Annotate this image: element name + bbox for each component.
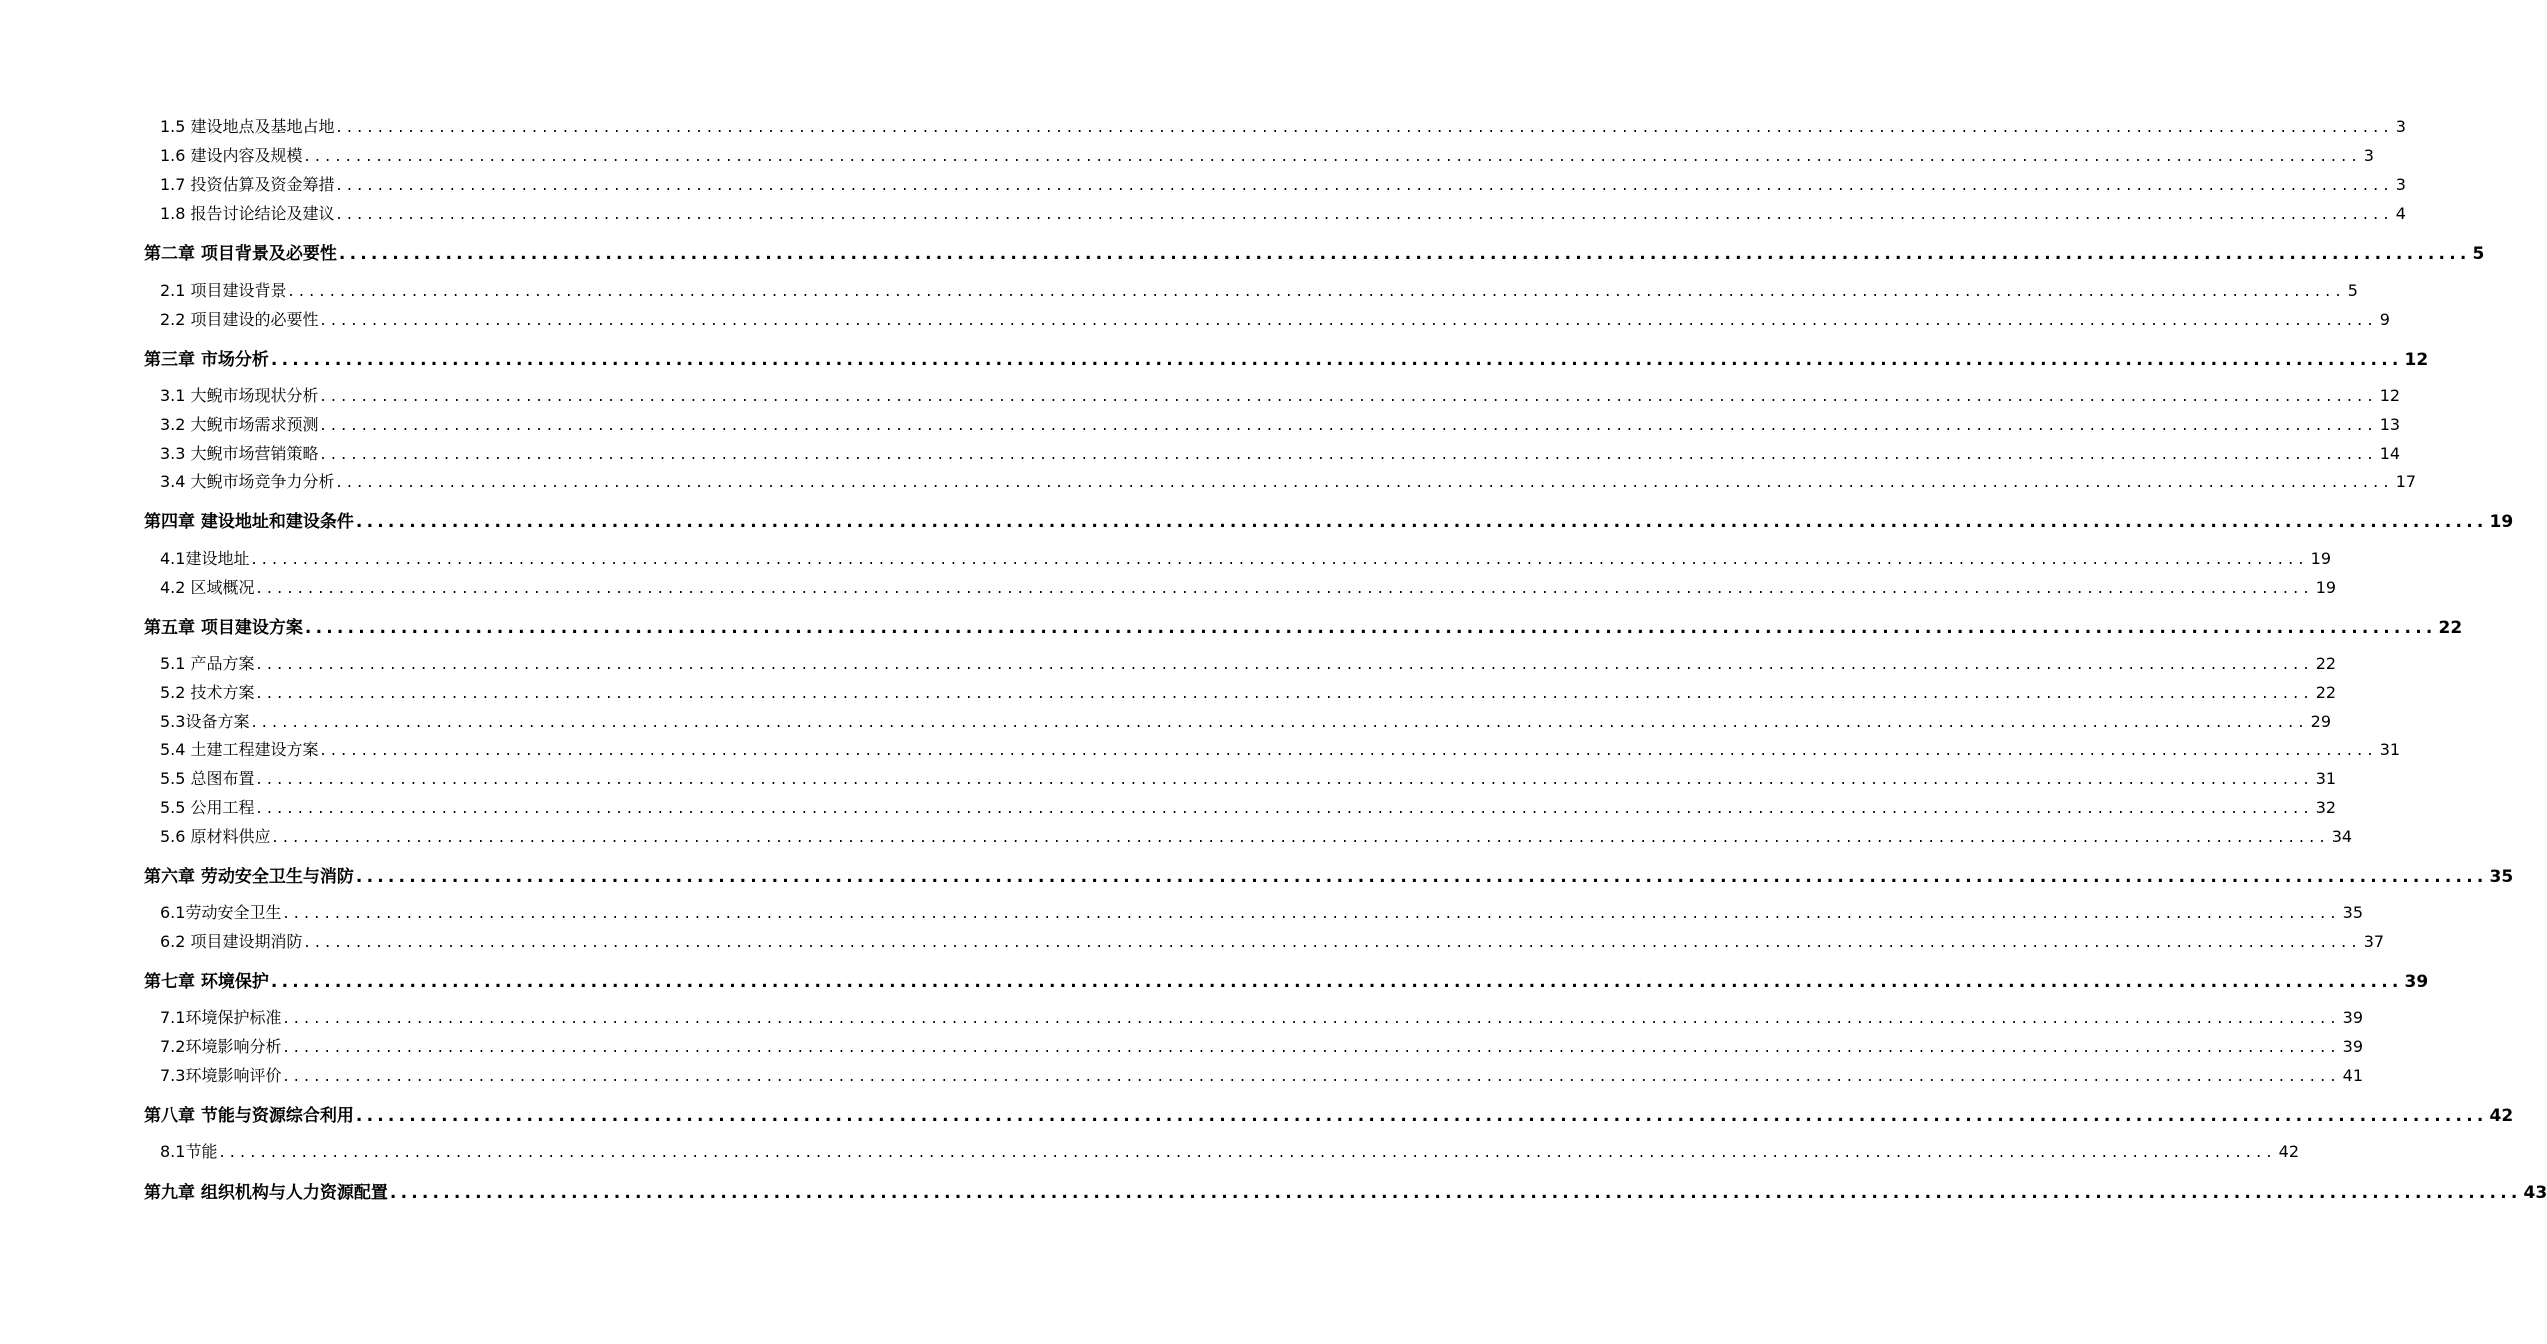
toc-entry-title: 5.3设备方案 xyxy=(160,712,250,731)
toc-section-entry[interactable] xyxy=(160,1063,2363,1086)
toc-page-number: 12 xyxy=(2404,350,2429,370)
toc-chapter-entry[interactable] xyxy=(144,613,2463,638)
toc-page-number: 42 xyxy=(2489,1106,2514,1126)
toc-page-number: 17 xyxy=(2395,472,2417,491)
toc-section-entry[interactable] xyxy=(160,1005,2363,1028)
toc-page-number: 43 xyxy=(2523,1183,2547,1203)
toc-dot-leader: ........................................................................................................................................................................................................ xyxy=(320,740,2378,759)
toc-entry-title: 1.7 投资估算及资金筹措 xyxy=(160,175,335,194)
toc-dot-leader: ........................................................................................................................................................................................................ xyxy=(336,472,2394,491)
toc-page-number: 22 xyxy=(2315,654,2337,673)
toc-section-entry[interactable] xyxy=(160,1034,2363,1057)
toc-dot-leader: ........................................................................................................................................................................................................ xyxy=(304,146,2362,165)
toc-page-number: 22 xyxy=(2315,683,2337,702)
toc-dot-leader: ........................................................................................................................................................................................................ xyxy=(320,310,2378,329)
toc-entry-title: 4.2 区域概况 xyxy=(160,578,255,597)
toc-dot-leader: ........................................................................................................................................................................................................ xyxy=(389,1183,2522,1203)
toc-page-number: 22 xyxy=(2438,618,2463,638)
toc-dot-leader: ........................................................................................................................................................................................................ xyxy=(270,350,2403,370)
toc-entry-title: 2.2 项目建设的必要性 xyxy=(160,310,319,329)
toc-dot-leader: ........................................................................................................................................................................................................ xyxy=(336,204,2394,223)
toc-dot-leader: ........................................................................................................................................................................................................ xyxy=(283,903,2341,922)
toc-page-number: 35 xyxy=(2489,867,2514,887)
toc-entry-title: 2.1 项目建设背景 xyxy=(160,281,287,300)
toc-section-entry[interactable] xyxy=(160,441,2401,464)
toc-dot-leader: ........................................................................................................................................................................................................ xyxy=(320,444,2378,463)
toc-entry-title: 1.8 报告讨论结论及建议 xyxy=(160,204,335,223)
toc-entry-title: 3.2 大鲵市场需求预测 xyxy=(160,415,319,434)
toc-entry-title: 1.6 建设内容及规模 xyxy=(160,146,303,165)
toc-dot-leader: ........................................................................................................................................................................................................ xyxy=(270,972,2403,992)
toc-entry-title: 5.1 产品方案 xyxy=(160,654,255,673)
toc-dot-leader: ........................................................................................................................................................................................................ xyxy=(272,827,2330,846)
toc-dot-leader: ........................................................................................................................................................................................................ xyxy=(256,683,2314,702)
toc-section-entry[interactable] xyxy=(160,575,2337,598)
toc-entry-title: 3.1 大鲵市场现状分析 xyxy=(160,386,319,405)
toc-dot-leader: ........................................................................................................................................................................................................ xyxy=(336,175,2394,194)
toc-page-number: 5 xyxy=(2347,281,2358,300)
toc-entry-title: 第三章 市场分析 xyxy=(144,350,269,370)
toc-section-entry[interactable] xyxy=(160,114,2406,137)
toc-page-number: 32 xyxy=(2315,798,2337,817)
toc-section-entry[interactable] xyxy=(160,766,2337,789)
toc-entry-title: 第四章 建设地址和建设条件 xyxy=(144,512,354,532)
toc-dot-leader: ........................................................................................................................................................................................................ xyxy=(355,867,2488,887)
toc-chapter-entry[interactable] xyxy=(144,1178,2547,1203)
toc-chapter-entry[interactable] xyxy=(144,345,2429,370)
toc-page-number: 29 xyxy=(2310,712,2331,731)
toc-page-number: 19 xyxy=(2315,578,2337,597)
toc-page-number: 39 xyxy=(2342,1008,2363,1027)
toc-entry-title: 3.3 大鲵市场营销策略 xyxy=(160,444,319,463)
toc-section-entry[interactable] xyxy=(160,383,2401,406)
toc-dot-leader: ........................................................................................................................................................................................................ xyxy=(283,1066,2341,1085)
toc-page-number: 34 xyxy=(2331,827,2353,846)
toc-dot-leader: ........................................................................................................................................................................................................ xyxy=(304,618,2437,638)
toc-entry-title: 4.1建设地址 xyxy=(160,549,250,568)
toc-entry-title: 5.5 总图布置 xyxy=(160,769,255,788)
toc-section-entry[interactable] xyxy=(160,1139,2299,1162)
toc-dot-leader: ........................................................................................................................................................................................................ xyxy=(251,549,2309,568)
toc-entry-title: 6.2 项目建设期消防 xyxy=(160,932,303,951)
toc-section-entry[interactable] xyxy=(160,737,2401,760)
toc-page-number: 42 xyxy=(2278,1142,2299,1161)
toc-page-number: 31 xyxy=(2315,769,2337,788)
toc-entry-title: 5.5 公用工程 xyxy=(160,798,255,817)
toc-section-entry[interactable] xyxy=(160,143,2374,166)
toc-page-number: 19 xyxy=(2310,549,2331,568)
toc-dot-leader: ........................................................................................................................................................................................................ xyxy=(251,712,2309,731)
toc-section-entry[interactable] xyxy=(160,546,2331,569)
toc-chapter-entry[interactable] xyxy=(144,1101,2514,1126)
toc-page-number: 9 xyxy=(2379,310,2390,329)
toc-page-number: 12 xyxy=(2379,386,2401,405)
toc-page-number: 13 xyxy=(2379,415,2401,434)
toc-dot-leader: ........................................................................................................................................................................................................ xyxy=(256,798,2314,817)
toc-section-entry[interactable] xyxy=(160,412,2401,435)
toc-section-entry[interactable] xyxy=(160,278,2358,301)
toc-entry-title: 7.3环境影响评价 xyxy=(160,1066,282,1085)
toc-dot-leader: ........................................................................................................................................................................................................ xyxy=(256,578,2314,597)
toc-dot-leader: ........................................................................................................................................................................................................ xyxy=(320,386,2378,405)
toc-entry-title: 3.4 大鲵市场竞争力分析 xyxy=(160,472,335,491)
toc-dot-leader: ........................................................................................................................................................................................................ xyxy=(320,415,2378,434)
toc-section-entry[interactable] xyxy=(160,900,2363,923)
toc-section-entry[interactable] xyxy=(160,795,2337,818)
toc-chapter-entry[interactable] xyxy=(144,507,2514,532)
toc-entry-title: 第六章 劳动安全卫生与消防 xyxy=(144,867,354,887)
toc-entry-title: 7.1环境保护标准 xyxy=(160,1008,282,1027)
toc-entry-title: 第七章 环境保护 xyxy=(144,972,269,992)
toc-dot-leader: ........................................................................................................................................................................................................ xyxy=(256,654,2314,673)
toc-page-number: 4 xyxy=(2395,204,2406,223)
toc-dot-leader: ........................................................................................................................................................................................................ xyxy=(355,512,2488,532)
toc-entry-title: 第五章 项目建设方案 xyxy=(144,618,303,638)
toc-chapter-entry[interactable] xyxy=(144,862,2514,887)
toc-section-entry[interactable] xyxy=(160,929,2385,952)
toc-dot-leader: ........................................................................................................................................................................................................ xyxy=(355,1106,2488,1126)
toc-page-number: 3 xyxy=(2395,175,2406,194)
toc-page-number: 41 xyxy=(2342,1066,2363,1085)
toc-entry-title: 5.2 技术方案 xyxy=(160,683,255,702)
toc-section-entry[interactable] xyxy=(160,651,2337,674)
toc-section-entry[interactable] xyxy=(160,709,2331,732)
toc-page-number: 14 xyxy=(2379,444,2401,463)
toc-section-entry[interactable] xyxy=(160,307,2390,330)
toc-entry-title: 6.1劳动安全卫生 xyxy=(160,903,282,922)
toc-entry-title: 第八章 节能与资源综合利用 xyxy=(144,1106,354,1126)
toc-entry-title: 5.6 原材料供应 xyxy=(160,827,271,846)
toc-dot-leader: ........................................................................................................................................................................................................ xyxy=(304,932,2362,951)
toc-entry-title: 第二章 项目背景及必要性 xyxy=(144,244,337,264)
toc-dot-leader: ........................................................................................................................................................................................................ xyxy=(283,1008,2341,1027)
toc-section-entry[interactable] xyxy=(160,824,2353,847)
toc-dot-leader: ........................................................................................................................................................................................................ xyxy=(288,281,2346,300)
toc-chapter-entry[interactable] xyxy=(144,239,2485,264)
toc-page-number: 3 xyxy=(2363,146,2374,165)
toc-page-number: 19 xyxy=(2489,512,2514,532)
toc-dot-leader: ........................................................................................................................................................................................................ xyxy=(283,1037,2341,1056)
toc-page-number: 39 xyxy=(2404,972,2429,992)
toc-entry-title: 1.5 建设地点及基地占地 xyxy=(160,117,335,136)
toc-dot-leader: ........................................................................................................................................................................................................ xyxy=(219,1142,2277,1161)
toc-page-number: 37 xyxy=(2363,932,2385,951)
toc-entry-title: 7.2环境影响分析 xyxy=(160,1037,282,1056)
toc-page-number: 3 xyxy=(2395,117,2406,136)
toc-section-entry[interactable] xyxy=(160,172,2406,195)
toc-dot-leader: ........................................................................................................................................................................................................ xyxy=(256,769,2314,788)
toc-entry-title: 5.4 土建工程建设方案 xyxy=(160,740,319,759)
toc-section-entry[interactable] xyxy=(160,469,2417,492)
toc-page-number: 39 xyxy=(2342,1037,2363,1056)
toc-dot-leader: ........................................................................................................................................................................................................ xyxy=(338,244,2471,264)
toc-chapter-entry[interactable] xyxy=(144,967,2429,992)
toc-entry-title: 第九章 组织机构与人力资源配置 xyxy=(144,1183,388,1203)
toc-entry-title: 8.1节能 xyxy=(160,1142,218,1161)
toc-page-number: 31 xyxy=(2379,740,2401,759)
toc-page-number: 5 xyxy=(2472,244,2485,264)
toc-dot-leader: ........................................................................................................................................................................................................ xyxy=(336,117,2394,136)
toc-page-number: 35 xyxy=(2342,903,2363,922)
toc-section-entry[interactable] xyxy=(160,201,2406,224)
toc-section-entry[interactable] xyxy=(160,680,2337,703)
